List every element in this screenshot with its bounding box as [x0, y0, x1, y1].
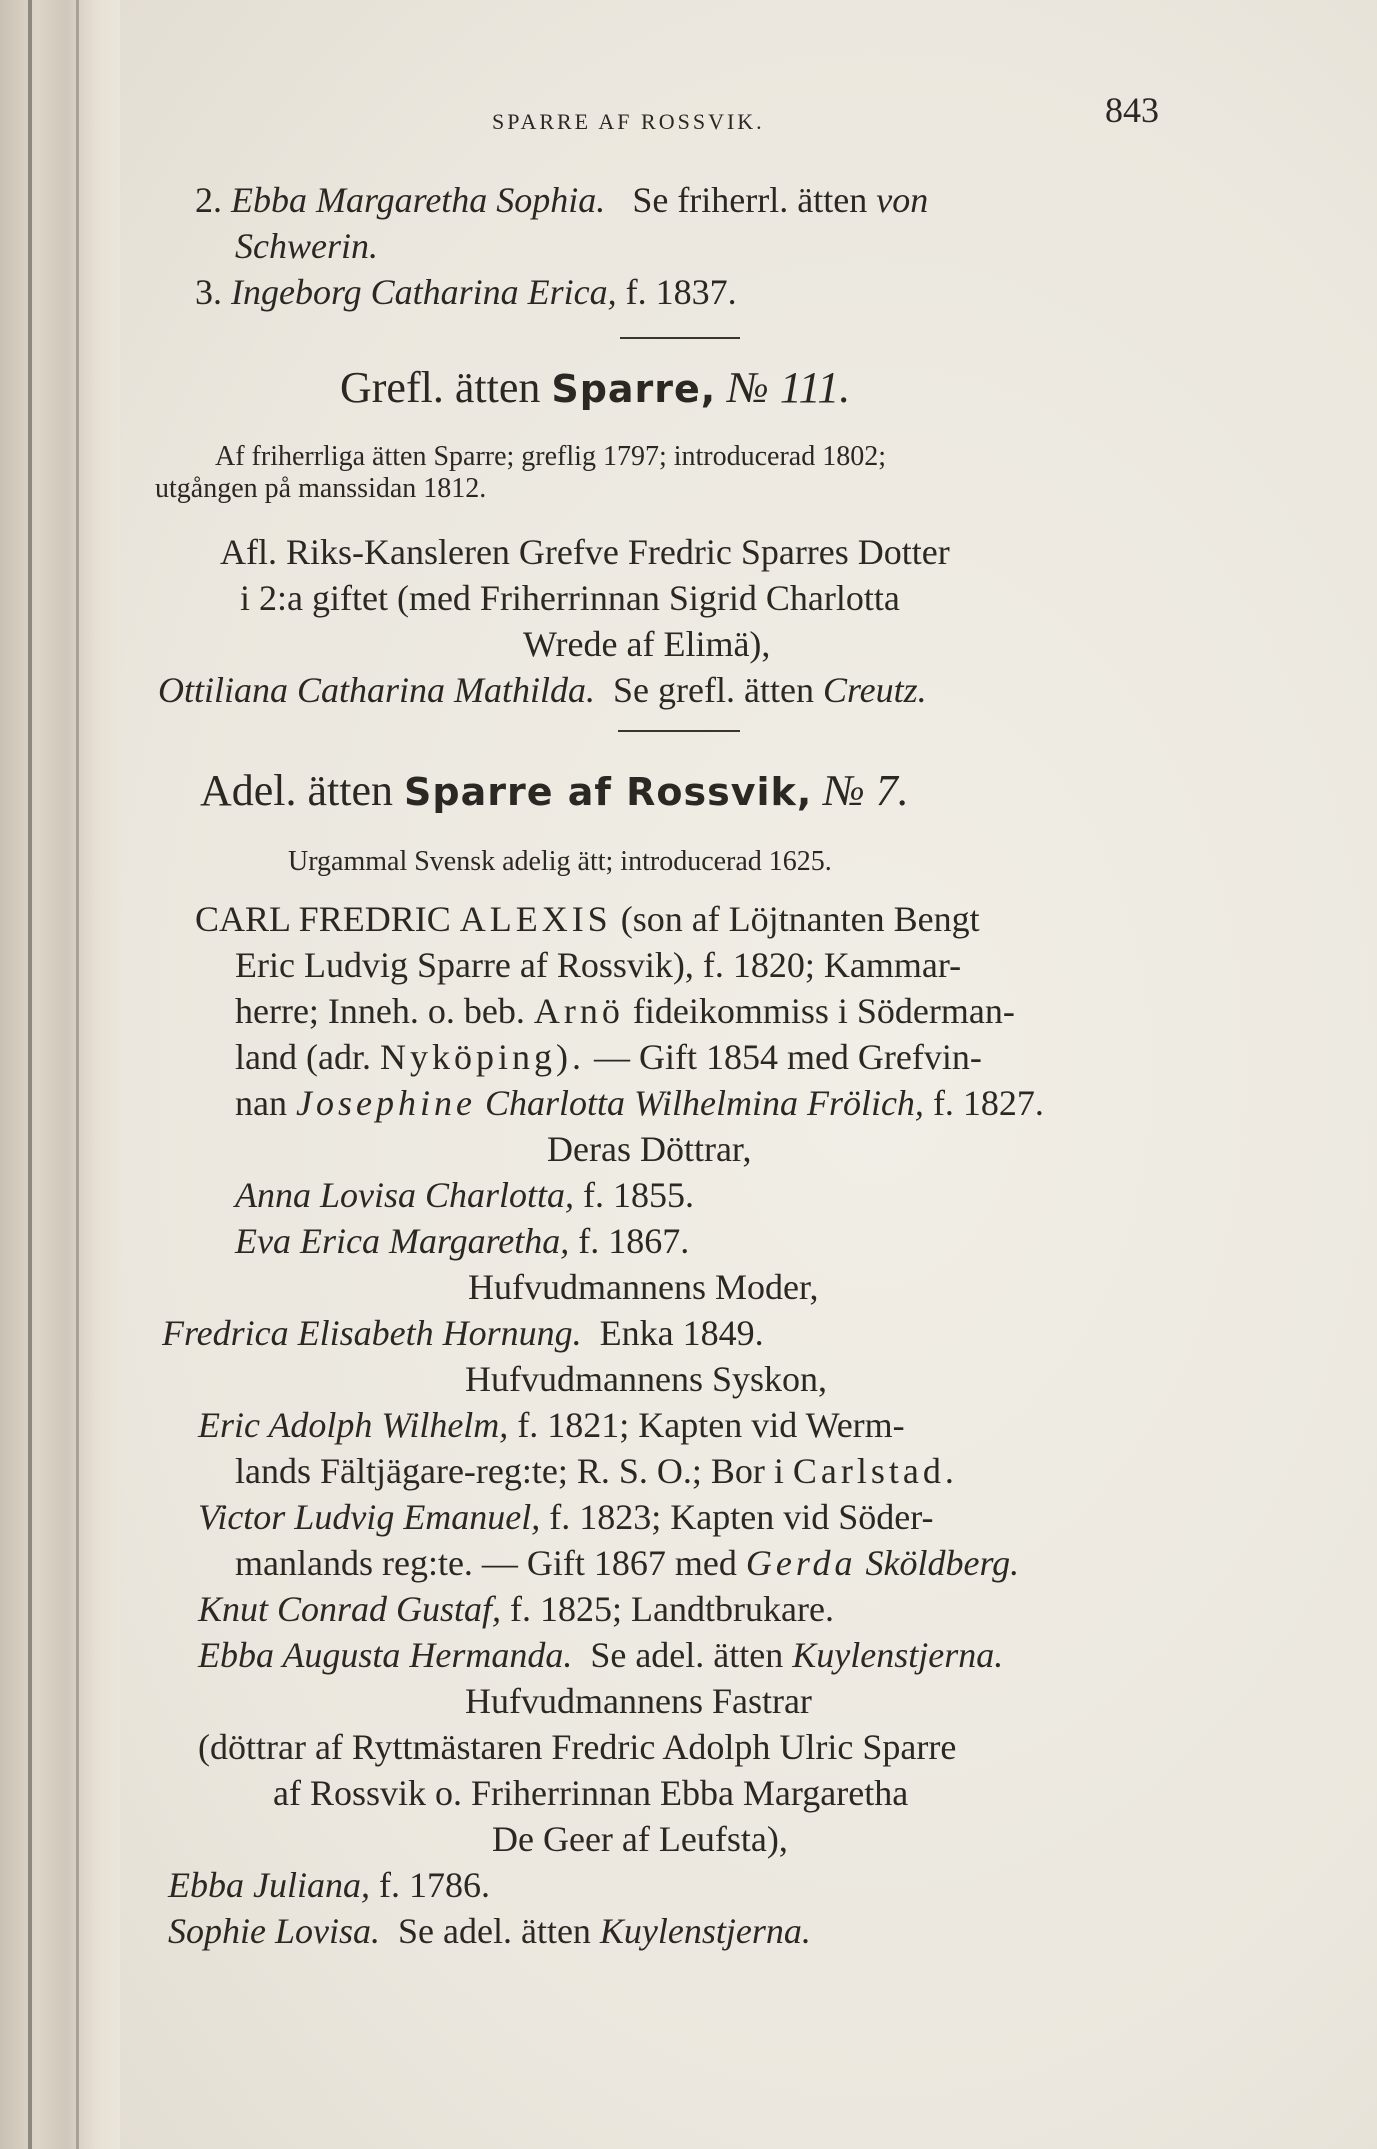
gutter-shadow-line [28, 0, 32, 2149]
text-line: Eric Ludvig Sparre af Rossvik), f. 1820; Kammar- [235, 945, 962, 985]
page-number: 843 [1105, 90, 1159, 130]
text-line: manlands reg:te. — Gift 1867 med Gerda Sköldberg. [235, 1543, 1020, 1583]
daughter-entry: Anna Lovisa Charlotta, f. 1855. [235, 1175, 695, 1215]
section-intro: Urgammal Svensk adelig ätt; introducerad 1625. [288, 846, 832, 877]
subheading-siblings: Hufvudmannens Syskon, [465, 1359, 827, 1399]
aunt-entry: Sophie Lovisa. Se adel. ätten Kuylenstjerna. [168, 1911, 811, 1951]
sibling-entry: Victor Ludvig Emanuel, f. 1823; Kapten vid Söder- [198, 1497, 934, 1537]
mother-entry: Fredrica Elisabeth Hornung. Enka 1849. [162, 1313, 764, 1353]
sibling-entry: Knut Conrad Gustaf, f. 1825; Landtbrukare. [198, 1589, 834, 1629]
subheading-mother: Hufvudmannens Moder, [468, 1267, 819, 1307]
section-divider [618, 730, 740, 732]
text-line: af Rossvik o. Friherrinnan Ebba Margaretha [273, 1773, 909, 1813]
text-line: herre; Inneh. o. beb. Arnö fideikommiss i Söderman- [235, 991, 1015, 1031]
text-line: land (adr. Nyköping). — Gift 1854 med Grefvin- [235, 1037, 982, 1077]
book-page [120, 0, 1377, 2149]
entry-3: 3. Ingeborg Catharina Erica, f. 1837. [195, 272, 737, 312]
sibling-entry: Ebba Augusta Hermanda. Se adel. ätten Kuylenstjerna. [198, 1635, 1004, 1675]
subheading-aunts: Hufvudmannens Fastrar [465, 1681, 812, 1721]
daughter-entry: Eva Erica Margaretha, f. 1867. [235, 1221, 690, 1261]
text-line: i 2:a giftet (med Friherrinnan Sigrid Charlotta [240, 578, 900, 618]
text-line: nan Josephine Charlotta Wilhelmina Frölich, f. 1827. [235, 1083, 1044, 1123]
section-title-sparre-af-rossvik: Adel. ätten Sparre af Rossvik, № 7. [200, 766, 909, 815]
section-divider [620, 337, 740, 339]
running-title: SPARRE AF ROSSVIK. [492, 109, 765, 134]
text-line: (döttrar af Ryttmästaren Fredric Adolph Ulric Sparre [198, 1727, 957, 1767]
section-intro: utgången på manssidan 1812. [155, 473, 487, 504]
head-of-family-line: CARL FREDRIC ALEXIS (son af Löjtnanten Bengt [195, 899, 980, 939]
text-line: De Geer af Leufsta), [492, 1819, 788, 1859]
section-intro: Af friherrliga ätten Sparre; greflig 1797; introducerad 1802; [215, 441, 886, 472]
text-line: Ottiliana Catharina Mathilda. Se grefl. ätten Creutz. [158, 670, 927, 710]
section-title-grefl-sparre: Grefl. ätten Sparre, № 111. [340, 363, 851, 412]
book-binding-gutter [0, 0, 120, 2149]
aunt-entry: Ebba Juliana, f. 1786. [168, 1865, 490, 1905]
text-line: Wrede af Elimä), [523, 624, 771, 664]
text-line: lands Fältjägare-reg:te; R. S. O.; Bor i Carlstad. [235, 1451, 958, 1491]
entry-2: 2. Ebba Margaretha Sophia. Se friherrl. ätten von [195, 180, 929, 220]
gutter-shadow-line [76, 0, 79, 2149]
entry-2-cont: Schwerin. [235, 226, 378, 266]
sibling-entry: Eric Adolph Wilhelm, f. 1821; Kapten vid Werm- [198, 1405, 905, 1445]
text-line: Afl. Riks-Kansleren Grefve Fredric Sparres Dotter [220, 532, 950, 572]
subheading-daughters: Deras Döttrar, [547, 1129, 752, 1169]
